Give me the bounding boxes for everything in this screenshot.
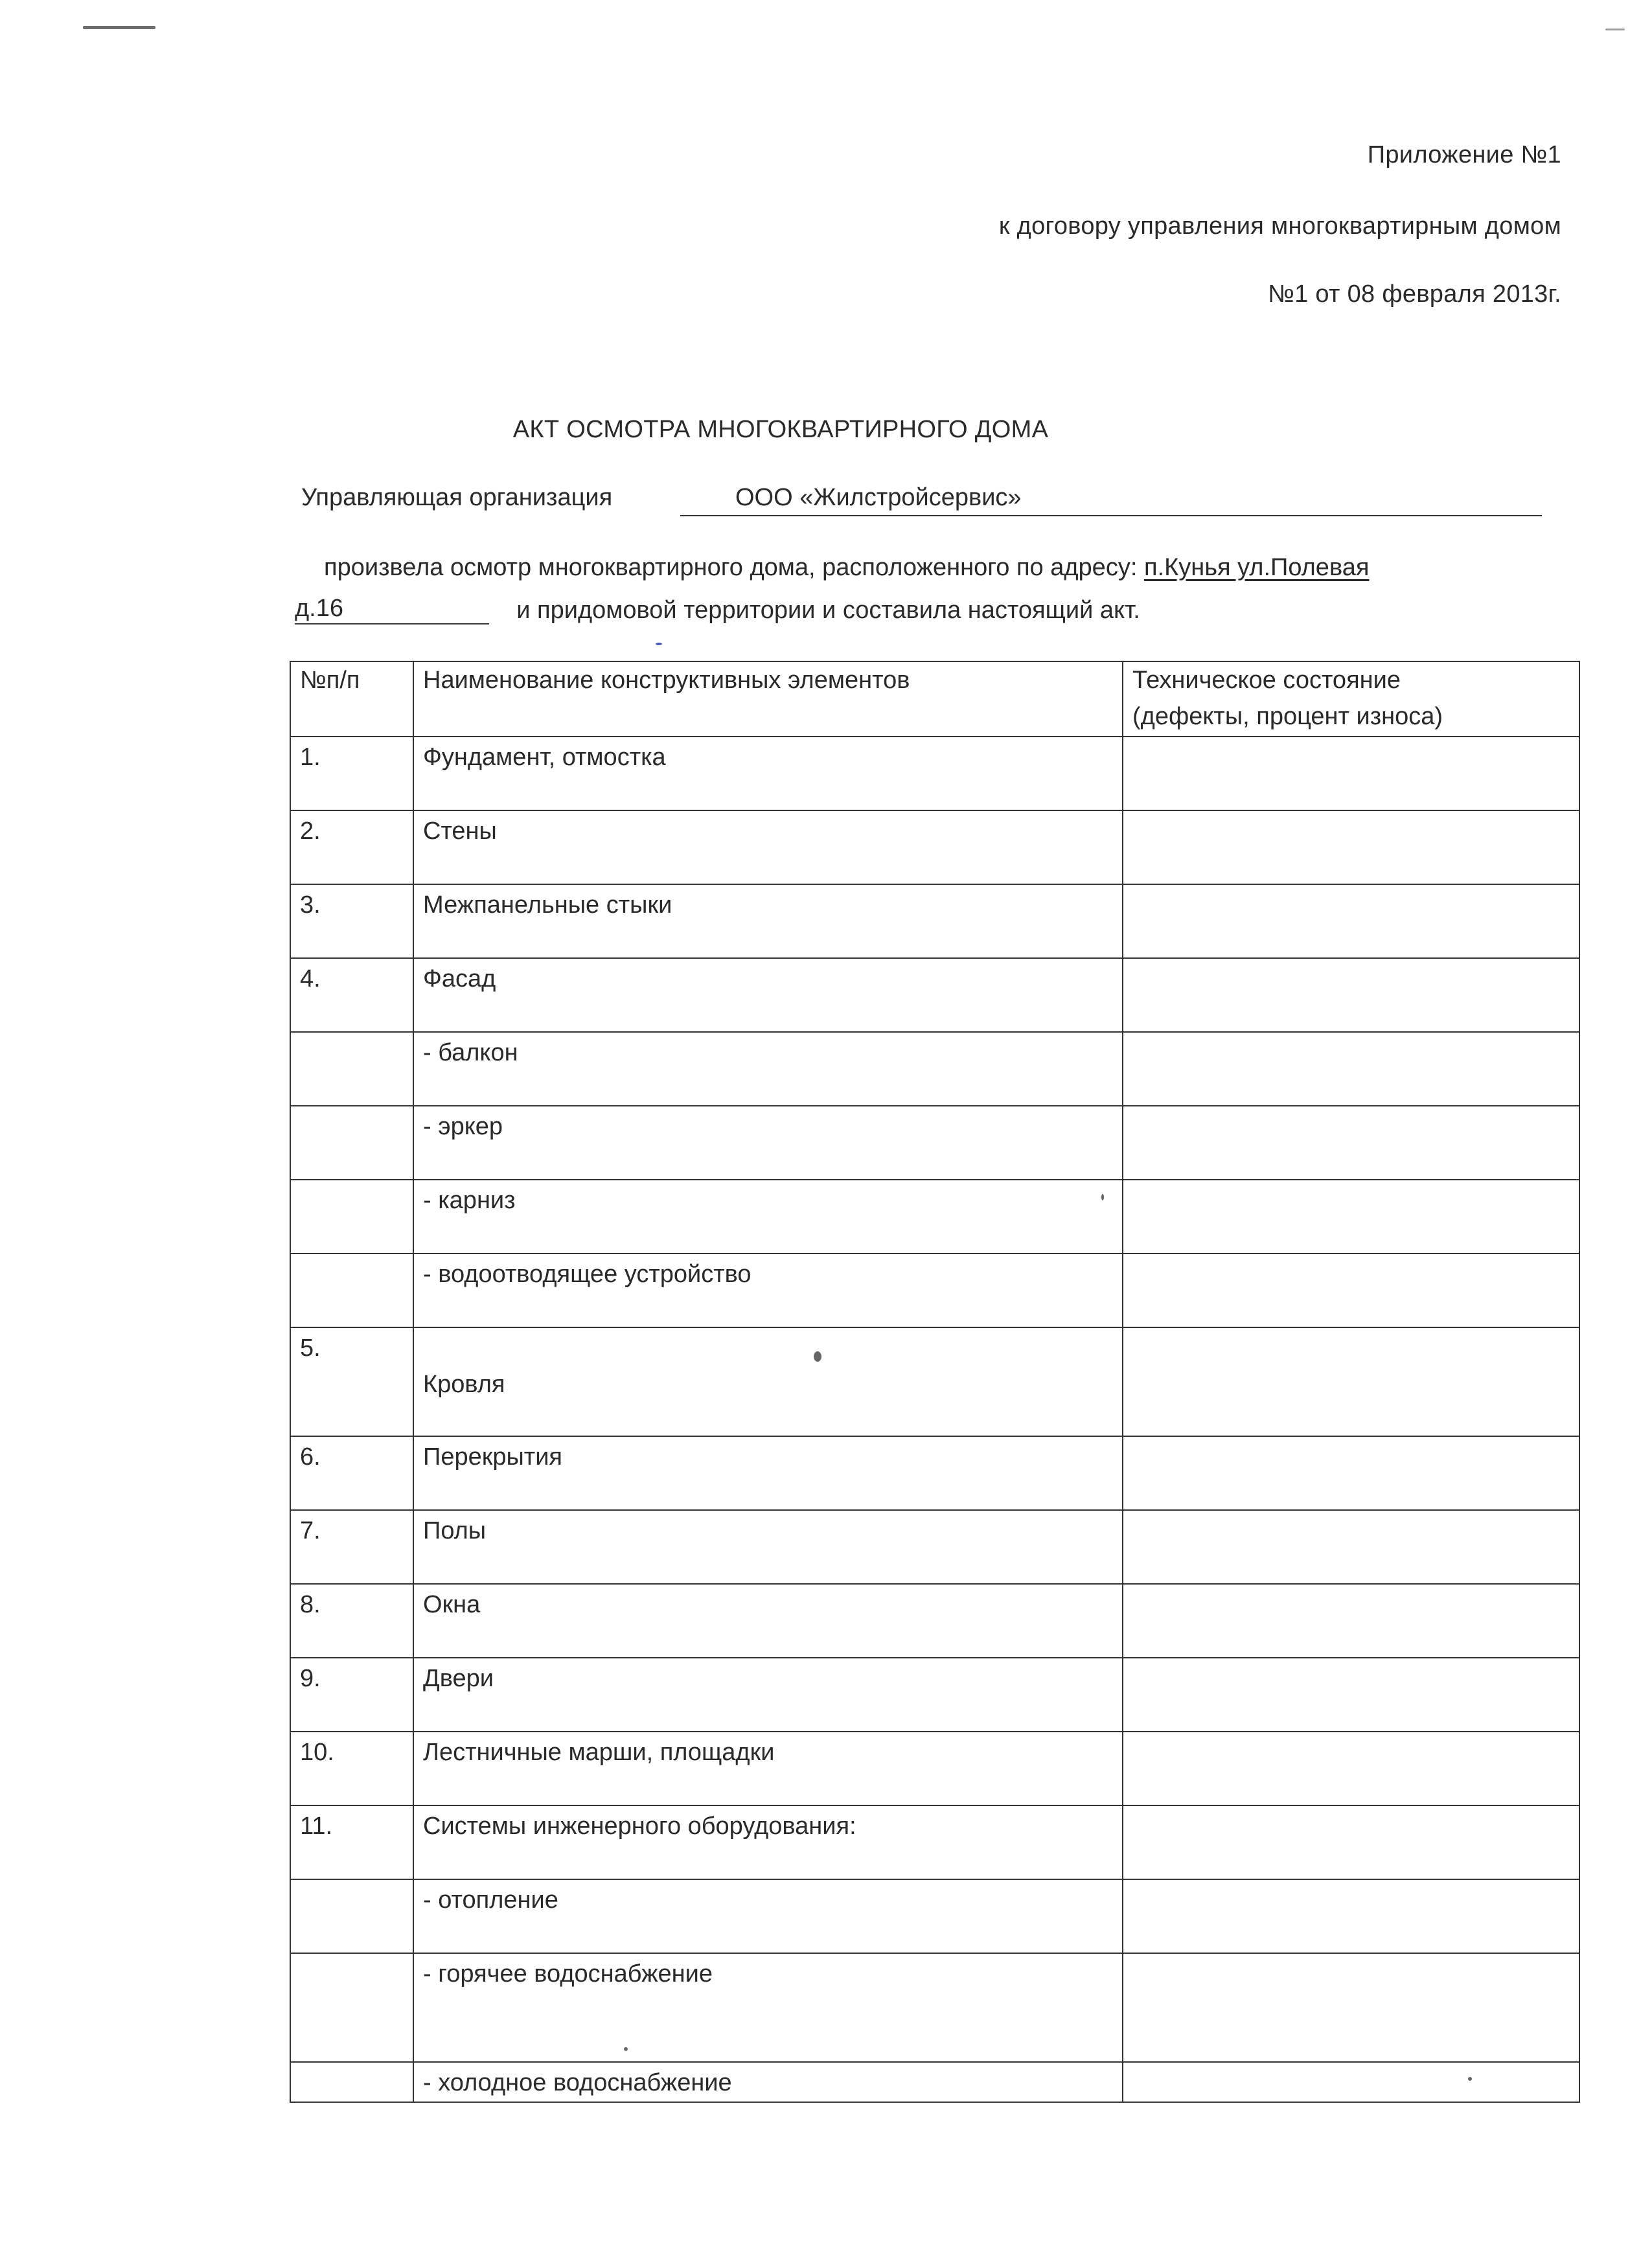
- inspection-statement-text: произвела осмотр многоквартирного дома, расположенного по адресу:: [324, 554, 1138, 581]
- row-element: - холодное водоснабжение: [413, 2062, 1123, 2102]
- row-element: Фасад: [413, 958, 1123, 1032]
- row-condition: [1123, 1658, 1579, 1732]
- row-condition: [1123, 1180, 1579, 1254]
- row-condition: [1123, 1254, 1579, 1327]
- row-number: 11.: [290, 1805, 413, 1879]
- organization-label: Управляющая организация: [301, 484, 613, 511]
- table-row: [290, 2062, 1579, 2102]
- row-number: 4.: [290, 958, 413, 1032]
- inspection-statement-continuation: и придомовой территории и составила настоящий акт.: [516, 597, 1140, 624]
- scan-speck: [656, 643, 662, 645]
- appendix-label: Приложение №1: [1367, 141, 1561, 168]
- row-number: 1.: [290, 737, 413, 810]
- table-row: [290, 1436, 1579, 1510]
- row-element: - горячее водоснабжение: [413, 1953, 1123, 2062]
- row-condition: [1123, 1032, 1579, 1106]
- row-number: 6.: [290, 1436, 413, 1510]
- header-condition-line-2: (дефекты, процент износа): [1132, 703, 1443, 730]
- row-number: 7.: [290, 1510, 413, 1584]
- row-number: 8.: [290, 1584, 413, 1658]
- table-row: [290, 1510, 1579, 1584]
- row-element: Системы инженерного оборудования:: [413, 1805, 1123, 1879]
- row-condition: [1123, 2062, 1579, 2102]
- row-condition: [1123, 737, 1579, 810]
- row-number: 3.: [290, 884, 413, 958]
- table-row: [290, 1180, 1579, 1254]
- table-row: [290, 737, 1579, 810]
- row-condition: [1123, 1584, 1579, 1658]
- row-number: [290, 1106, 413, 1180]
- inspection-table: [290, 661, 1580, 2103]
- row-number: [290, 1879, 413, 1953]
- row-element: Кровля: [413, 1327, 1123, 1436]
- row-element: - отопление: [413, 1879, 1123, 1953]
- row-condition: [1123, 1436, 1579, 1510]
- row-element: - эркер: [413, 1106, 1123, 1180]
- row-element: Лестничные марши, площадки: [413, 1732, 1123, 1805]
- row-condition: [1123, 1732, 1579, 1805]
- address-value: п.Кунья ул.Полевая: [1143, 554, 1370, 581]
- table-row: [290, 1584, 1579, 1658]
- organization-value: [680, 484, 1542, 516]
- header-condition: [1123, 661, 1579, 737]
- row-number: [290, 1953, 413, 2062]
- row-condition: [1123, 1805, 1579, 1879]
- table-row: [290, 1879, 1579, 1953]
- row-condition: [1123, 884, 1579, 958]
- row-condition: [1123, 810, 1579, 884]
- row-element: Стены: [413, 810, 1123, 884]
- scan-artifact: [83, 26, 155, 29]
- table-row: [290, 1953, 1579, 2062]
- row-number: 2.: [290, 810, 413, 884]
- row-number: 10.: [290, 1732, 413, 1805]
- row-element: Фундамент, отмостка: [413, 737, 1123, 810]
- row-condition: [1123, 1879, 1579, 1953]
- table-row: [290, 1658, 1579, 1732]
- row-condition: [1123, 1106, 1579, 1180]
- table-row: [290, 1732, 1579, 1805]
- table-row: [290, 1032, 1579, 1106]
- table-row: [290, 1805, 1579, 1879]
- row-number: [290, 2062, 413, 2102]
- inspection-statement-line-1: [324, 554, 1369, 582]
- contract-label: к договору управления многоквартирным домом: [998, 212, 1561, 240]
- row-condition: [1123, 1953, 1579, 2062]
- row-element: Окна: [413, 1584, 1123, 1658]
- row-number: [290, 1032, 413, 1106]
- organization-name: ООО «Жилстройсервис»: [735, 484, 1022, 511]
- row-element: Перекрытия: [413, 1436, 1123, 1510]
- row-element: Полы: [413, 1510, 1123, 1584]
- table-row: [290, 1254, 1579, 1327]
- header-condition-line-1: Техническое состояние: [1132, 667, 1401, 694]
- table-row: [290, 884, 1579, 958]
- row-condition: [1123, 1327, 1579, 1436]
- row-condition: [1123, 1510, 1579, 1584]
- table-row: [290, 810, 1579, 884]
- header-element: Наименование конструктивных элементов: [413, 661, 1123, 737]
- document-title: АКТ ОСМОТРА МНОГОКВАРТИРНОГО ДОМА: [512, 416, 1049, 443]
- row-element: - карниз: [413, 1180, 1123, 1254]
- inspection-statement-line-2: [295, 595, 1140, 624]
- row-number: [290, 1254, 413, 1327]
- contract-reference: №1 от 08 февраля 2013г.: [1268, 281, 1561, 308]
- table-row: [290, 1106, 1579, 1180]
- row-element: Межпанельные стыки: [413, 884, 1123, 958]
- row-element: Двери: [413, 1658, 1123, 1732]
- row-number: 5.: [290, 1327, 413, 1436]
- row-number: [290, 1180, 413, 1254]
- row-element: - балкон: [413, 1032, 1123, 1106]
- row-number: 9.: [290, 1658, 413, 1732]
- header-number: №п/п: [290, 661, 413, 737]
- table-row: [290, 958, 1579, 1032]
- row-element: - водоотводящее устройство: [413, 1254, 1123, 1327]
- scan-artifact: [1605, 29, 1625, 30]
- row-condition: [1123, 958, 1579, 1032]
- table-row: [290, 1327, 1579, 1436]
- house-number: д.16: [295, 595, 489, 624]
